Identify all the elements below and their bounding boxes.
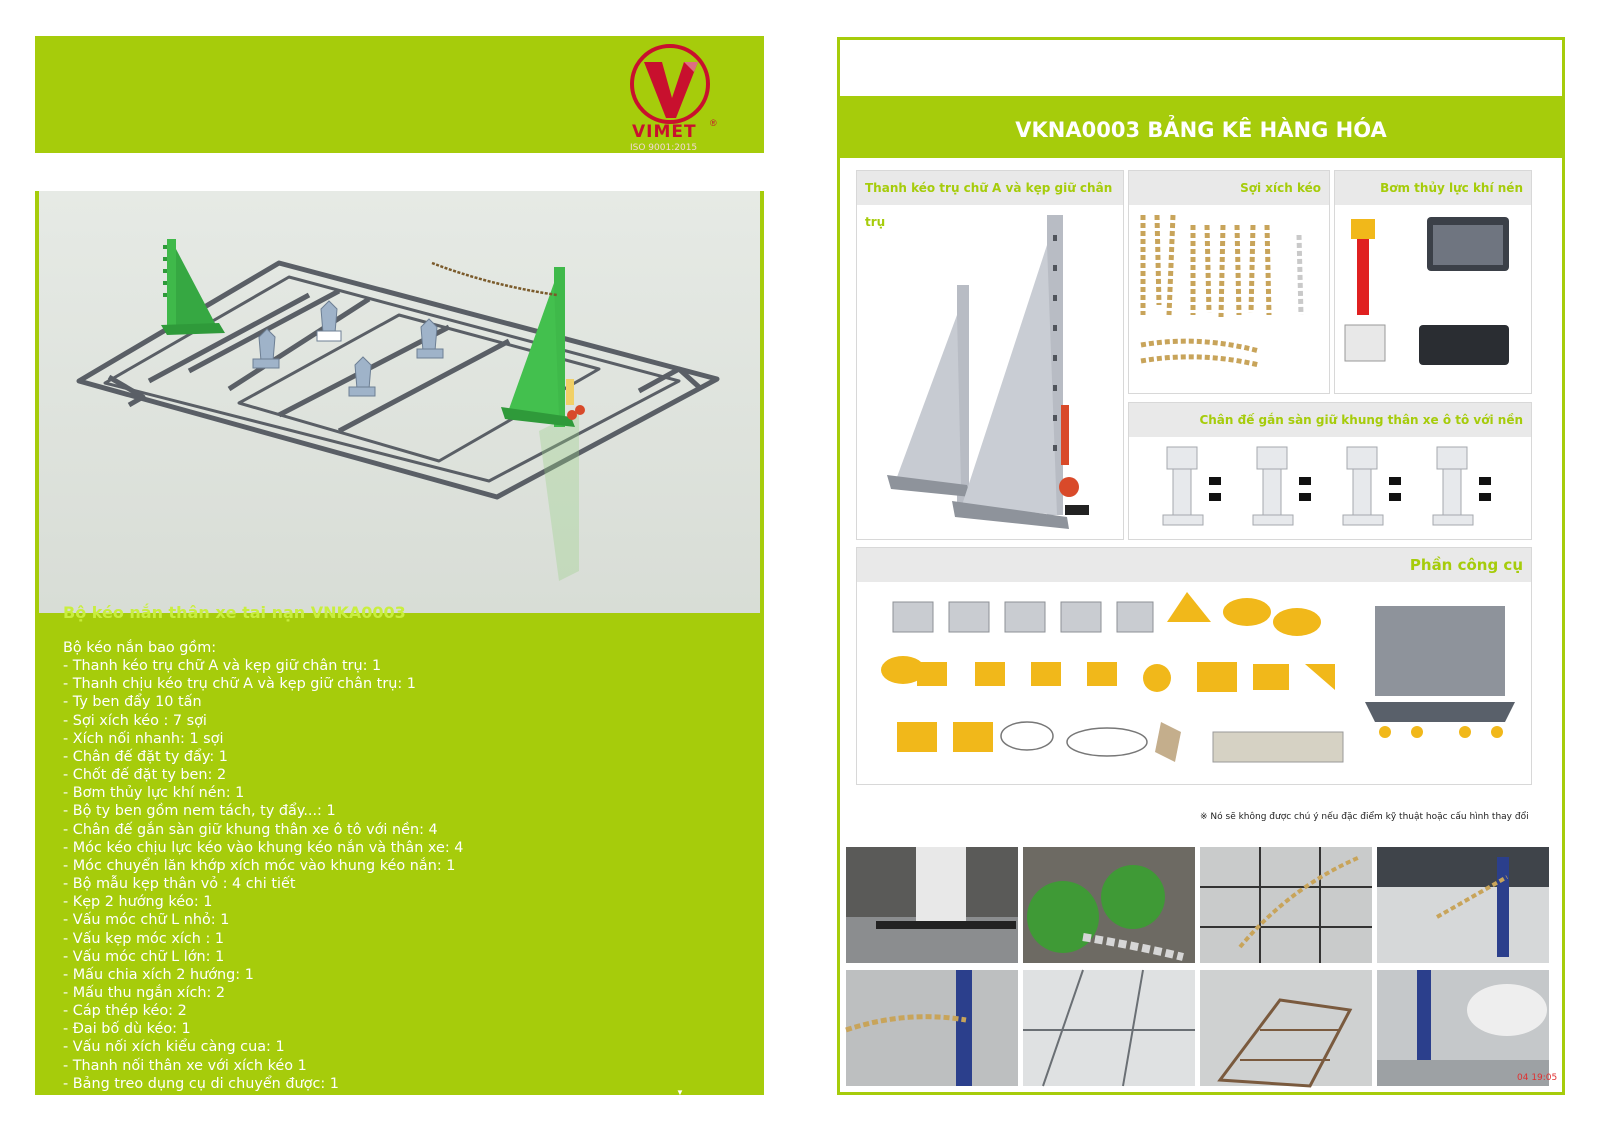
component-list-item: Bộ kéo nắn bao gồm: <box>63 640 217 656</box>
component-list-item: - Móc chuyển lăn khớp xích móc vào khung kéo nắn: 1 <box>63 857 456 874</box>
component-list-item: - Kẹp 2 hướng kéo: 1 <box>63 894 213 911</box>
logo-iso: ISO 9001:2015 <box>630 143 698 153</box>
section-chains-title: Sợi xích kéo <box>1129 171 1329 205</box>
component-list-item: - Thanh chịu kéo trụ chữ A và kẹp giữ chân trụ: 1 <box>63 676 416 693</box>
component-list-item: - Vấu kẹp móc xích : 1 <box>63 930 225 947</box>
component-list-item: - Chân đế đặt ty đẩy: 1 <box>63 748 228 765</box>
component-list-item: - Thanh nối thân xe với xích kéo 1 <box>63 1057 307 1074</box>
section-anchors-title: Chân đế gắn sàn giữ khung thân xe ô tô với nền <box>1129 403 1531 437</box>
component-list-item: - Vấu nối xích kiểu càng cua: 1 <box>63 1039 285 1056</box>
section-a-frame <box>856 170 1124 540</box>
component-list-item: - Chốt đế đặt ty ben: 2 <box>63 767 227 784</box>
component-list-item: - Bảng treo dụng cụ di chuyển được: 1 <box>63 1075 339 1092</box>
install-photo <box>1200 970 1372 1086</box>
photo-timestamp: 04 19:05 <box>1517 1073 1558 1083</box>
section-pump-title: Bơm thủy lực khí nén <box>1335 171 1531 205</box>
title-bar <box>840 96 1562 158</box>
component-list-item: - Thanh kéo trụ chữ A và kẹp giữ chân trụ: 1 <box>63 658 382 675</box>
component-list-item: - Sợi xích kéo : 7 sợi <box>63 712 207 729</box>
component-list <box>63 639 463 1093</box>
left-page <box>35 36 764 1095</box>
section-pump <box>1334 170 1532 394</box>
component-list-item: - Bộ ty ben gồm nem tách, ty đẩy...: 1 <box>63 803 336 820</box>
install-photo <box>846 970 1018 1086</box>
hero-render <box>39 191 760 613</box>
component-list-item: - Xích nối nhanh: 1 sợi <box>63 730 224 747</box>
component-list-item: - Mấu chia xích 2 hướng: 1 <box>63 966 254 983</box>
hero-caption: Bộ kéo nắn thân xe tai nạn VNKA0003 <box>63 603 406 622</box>
a-frame-photo <box>857 205 1123 539</box>
anchors-photo <box>1129 437 1531 539</box>
section-chains <box>1128 170 1330 394</box>
page-title: VKNA0003 BẢNG KÊ HÀNG HÓA <box>1015 118 1387 142</box>
component-list-item: - Cáp thép kéo: 2 <box>63 1003 187 1020</box>
section-tools <box>856 547 1532 785</box>
section-anchors <box>1128 402 1532 540</box>
section-a-frame-title: Thanh kéo trụ chữ A và kẹp giữ chân trụ <box>857 171 1123 205</box>
component-list-item: - Ty ben đẩy 10 tấn <box>63 694 202 711</box>
install-photo <box>1023 970 1195 1086</box>
vimet-logo <box>610 40 750 156</box>
pump-photo <box>1335 205 1531 393</box>
header-band <box>35 153 764 191</box>
component-list-item: - Vấu móc chữ L nhỏ: 1 <box>63 912 230 929</box>
component-list-item: - Mấu thu ngắn xích: 2 <box>63 984 226 1001</box>
pulling-frame-render <box>39 191 760 613</box>
component-list-item: - Móc kéo chịu lực kéo vào khung kéo nắn và thân xe: 4 <box>63 839 464 856</box>
component-list-item: - Bộ mẫu kẹp thân vỏ : 4 chi tiết <box>63 876 296 893</box>
tools-photo <box>857 582 1531 784</box>
spec-change-note: ※ Nó sẽ không được chú ý nếu đặc điểm kỹ thuật hoặc cấu hình thay đổi <box>1200 812 1529 822</box>
component-list-item: - Chân đế gắn sàn giữ khung thân xe ô tô với nền: 4 <box>63 821 438 838</box>
right-page <box>837 37 1565 1095</box>
logo-brand: VIMET <box>632 122 697 142</box>
component-list-item: - Vấu móc chữ L lớn: 1 <box>63 948 225 965</box>
page-marker-icon: ▼ <box>676 1088 684 1097</box>
chains-photo <box>1129 205 1329 393</box>
section-tools-title: Phần công cụ <box>857 548 1531 582</box>
install-photo <box>1377 847 1549 963</box>
component-list-item: - Bơm thủy lực khí nén: 1 <box>63 785 245 802</box>
install-photo <box>1200 847 1372 963</box>
component-list-item: - Đai bố dù kéo: 1 <box>63 1021 191 1038</box>
install-photo <box>846 847 1018 963</box>
install-photo <box>1377 970 1558 1086</box>
logo-registered: ® <box>710 118 717 128</box>
install-photo <box>1023 847 1195 963</box>
